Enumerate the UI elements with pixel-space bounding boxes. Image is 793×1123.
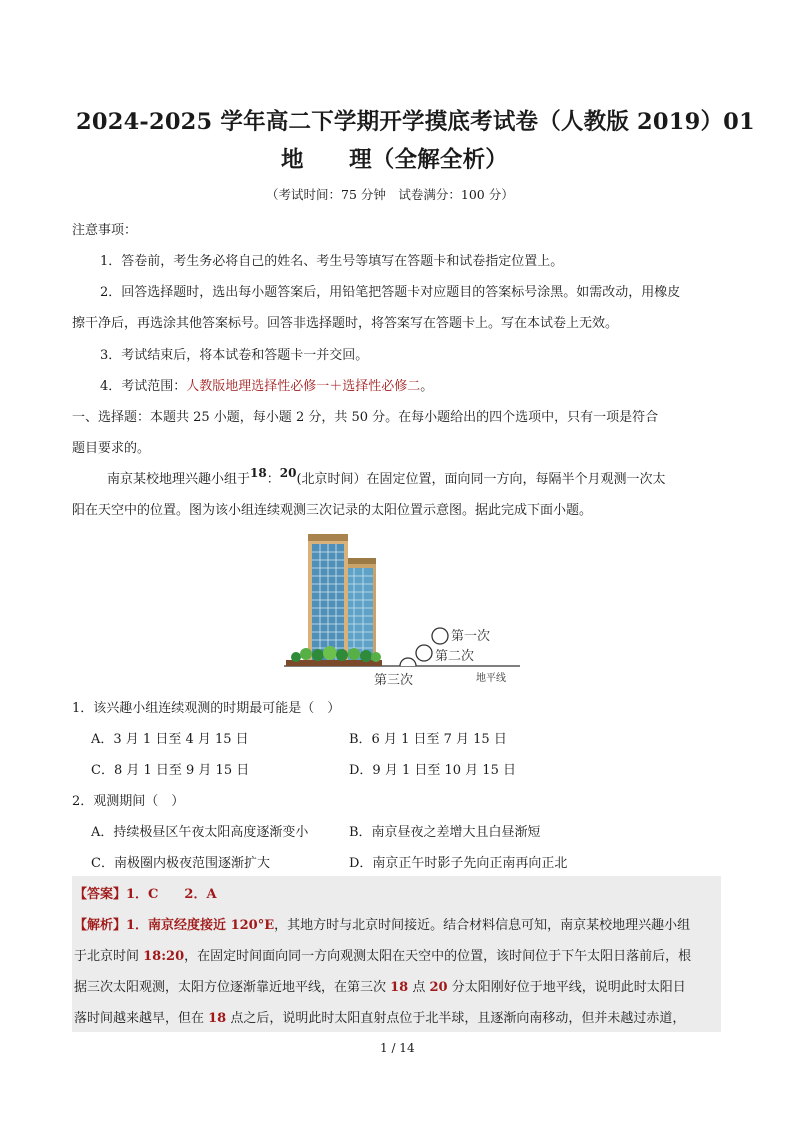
analysis-line3-c: 点: [408, 980, 430, 995]
label-first: 第一次: [451, 629, 491, 644]
notes-item-4: [100, 375, 433, 394]
material-line1: [107, 468, 666, 487]
notes-item-4-suffix: 。: [420, 379, 434, 394]
exam-subtitle: （考试时间：75 分钟 试卷满分：100 分）: [266, 187, 514, 202]
analysis-line1-c: ，其地方时与北京时间接近。结合材料信息可知，南京某校地理兴趣小组: [274, 918, 691, 933]
analysis-line2: [74, 945, 691, 964]
material-time-hour: 18: [250, 466, 267, 480]
page-number: 1 / 14: [380, 1041, 415, 1055]
analysis-line2-a: 于北京时间: [74, 949, 144, 964]
question-1-option-d: D．9 月 1 日至 10 月 15 日: [349, 763, 516, 778]
question-1-option-a: A．3 月 1 日至 4 月 15 日: [91, 732, 249, 747]
answer-line: [74, 883, 217, 902]
sun-second-circle: [416, 645, 432, 661]
notes-item-2-line2: 擦干净后，再选涂其他答案标号。回答非选择题时，将答案写在答题卡上。写在本试卷上无效。: [72, 316, 619, 331]
notes-heading: 注意事项：: [72, 223, 138, 238]
material-line1-b: (北京时间）在固定位置，面向同一方向，每隔半个月观测一次太: [296, 472, 666, 487]
building-front: [308, 534, 348, 666]
analysis-line4: [74, 1007, 685, 1026]
notes-item-4-prefix: 4．考试范围：: [100, 379, 187, 394]
sun-third-circle: [400, 658, 416, 666]
material-line2: 阳在天空中的位置。图为该小组连续观测三次记录的太阳位置示意图。据此完成下面小题。: [72, 503, 593, 518]
analysis-line3: [74, 976, 686, 995]
analysis-tag: 【解析】: [74, 918, 127, 933]
analysis-line1-a: 1．南京经度接近: [126, 918, 231, 933]
analysis-line3-e: 分太阳刚好位于地平线，说明此时太阳日: [447, 980, 686, 995]
analysis-line4-a: 落时间越来越早，但在: [74, 1011, 209, 1026]
question-2-option-b: B．南京昼夜之差增大且白昼渐短: [349, 825, 541, 840]
sun-first-circle: [432, 628, 448, 644]
answer-text: 1．C 2．A: [126, 887, 217, 902]
question-2-option-c: C．南极圈内极夜范围逐渐扩大: [91, 856, 270, 871]
analysis-line4-c: 点之后，说明此时太阳直射点位于北半球，且逐渐向南移动，但并未越过赤道，: [226, 1011, 686, 1026]
section1-line2: 题目要求的。: [72, 441, 151, 456]
question-2-option-a: A．持续极昼区午夜太阳高度逐渐变小: [91, 825, 309, 840]
notes-item-3: 3．考试结束后，将本试卷和答题卡一并交回。: [100, 348, 369, 363]
analysis-line1-b: 120°E: [230, 918, 275, 933]
analysis-line4-b: 18: [208, 1011, 227, 1026]
exam-scope: 人教版地理选择性必修一＋选择性必修二: [186, 379, 421, 394]
label-third: 第三次: [374, 673, 414, 688]
notes-item-2-line1: 2．回答选择题时，选出每小题答案后，用铅笔把答题卡对应题目的答案标号涂黑。如需改动，用橡皮: [100, 285, 681, 300]
exam-title-line2: 地 理（全解全析）: [281, 147, 509, 173]
question-2-option-d: D．南京正午时影子先向正南再向正北: [349, 856, 568, 871]
section1-line1: 一、选择题：本题共 25 小题，每小题 2 分，共 50 分。在每小题给出的四个选项中，只有一项是符合: [72, 410, 659, 425]
notes-item-1: 1．答卷前，考生务必将自己的姓名、考生号等填写在答题卡和试卷指定位置上。: [100, 254, 564, 269]
sun-position-figure: [282, 530, 522, 690]
material-time-min: 20: [279, 466, 297, 480]
analysis-line2-b: 18:20: [143, 949, 185, 964]
material-line1-a: 南京某校地理兴趣小组于: [107, 472, 251, 487]
analysis-line1: [74, 914, 690, 933]
analysis-line3-d: 20: [429, 980, 448, 995]
question-1-option-c: C．8 月 1 日至 9 月 15 日: [91, 763, 250, 778]
label-horizon: 地平线: [476, 673, 506, 684]
question-1-option-b: B．6 月 1 日至 7 月 15 日: [349, 732, 507, 747]
label-second: 第二次: [435, 649, 475, 664]
question-1-stem: 1．该兴趣小组连续观测的时期最可能是（ ）: [72, 701, 341, 716]
analysis-line2-c: ，在固定时间面向同一方向观测太阳在天空中的位置，该时间位于下午太阳日落前后，根: [184, 949, 692, 964]
analysis-line3-b: 18: [390, 980, 409, 995]
analysis-line3-a: 据三次太阳观测，太阳方位逐渐靠近地平线，在第三次: [74, 980, 391, 995]
answer-tag: 【答案】: [74, 887, 127, 902]
exam-title-line1: 2024-2025 学年高二下学期开学摸底考试卷（人教版 2019）01: [76, 109, 755, 135]
material-time-colon: ：: [266, 472, 280, 487]
question-2-stem: 2．观测期间（ ）: [72, 794, 185, 809]
